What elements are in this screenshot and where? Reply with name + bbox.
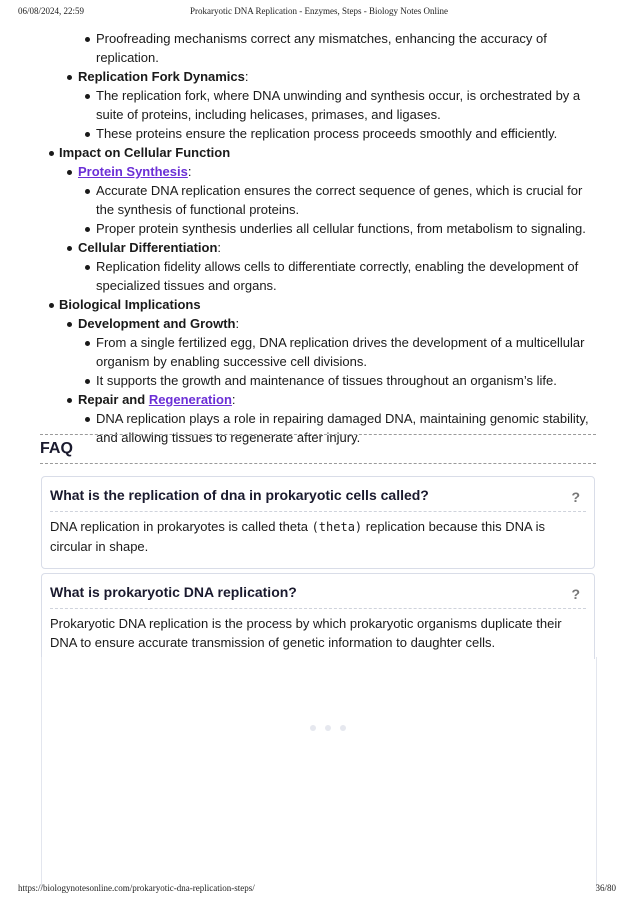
faq-divider — [40, 434, 596, 435]
faq-separator — [50, 511, 586, 512]
question-mark-icon[interactable]: ? — [571, 489, 580, 505]
loading-indicator-icon — [310, 725, 346, 731]
print-footer — [0, 883, 638, 897]
list-item — [40, 181, 600, 219]
faq-answer — [50, 517, 576, 556]
loading-dot — [310, 725, 316, 731]
faq-item[interactable] — [41, 573, 595, 659]
list-item-repair — [40, 390, 600, 409]
colon: : — [217, 240, 222, 255]
impact-title: Impact on Cellular Function — [59, 145, 231, 160]
protein-synthesis-link[interactable]: Protein Synthesis — [78, 164, 188, 179]
print-header — [0, 6, 638, 20]
bullet-icon — [85, 132, 90, 137]
list-item-text: From a single fertilized egg, DNA replication drives the development of a multicellular organism by enabling successive cell divisions. — [96, 335, 585, 369]
differentiation-title: Cellular Differentiation — [78, 240, 218, 255]
bullet-icon — [85, 189, 90, 194]
colon: : — [187, 164, 192, 179]
bullet-icon — [49, 303, 54, 308]
list-item — [40, 409, 600, 447]
faq-divider — [40, 463, 596, 464]
list-item — [40, 333, 600, 371]
regeneration-link[interactable]: Regeneration — [148, 392, 232, 407]
faq-placeholder — [41, 657, 597, 889]
list-item-text: Replication fidelity allows cells to differentiate correctly, enabling the development of specialized tissues and organs. — [96, 259, 579, 293]
print-datetime: 06/08/2024, 22:59 — [18, 6, 85, 16]
development-title: Development and Growth — [78, 316, 236, 331]
list-item-text: These proteins ensure the replication process proceeds smoothly and efficiently. — [96, 126, 558, 141]
loading-dot — [325, 725, 331, 731]
page-number: 36/80 — [595, 883, 616, 893]
question-mark-icon[interactable]: ? — [571, 586, 580, 602]
list-item — [40, 124, 600, 143]
list-item-text: Proper protein synthesis underlies all cellular functions, from metabolism to signaling. — [96, 221, 586, 236]
faq-answer: Prokaryotic DNA replication is the process by which prokaryotic organisms duplicate their DNA to ensure accurate transmission of genetic information to daughter cells. — [50, 616, 562, 650]
bullet-icon — [67, 322, 72, 327]
article-content — [40, 29, 600, 447]
biological-title: Biological Implications — [59, 297, 201, 312]
print-url: https://biologynotesonline.com/prokaryotic-dna-replication-steps/ — [18, 883, 255, 893]
repair-prefix: Repair and — [78, 392, 146, 407]
list-item-text: The replication fork, where DNA unwinding and synthesis occur, is orchestrated by a suite of proteins, including helicases, primases, and ligases. — [96, 88, 581, 122]
list-item — [40, 257, 600, 295]
loading-dot — [340, 725, 346, 731]
bullet-icon — [85, 227, 90, 232]
faq-heading: FAQ — [40, 440, 73, 457]
list-item-protein-synthesis — [40, 162, 600, 181]
theta-code: (theta) — [311, 520, 363, 534]
list-item — [40, 29, 600, 67]
faq-question[interactable]: What is prokaryotic DNA replication? — [50, 584, 297, 600]
list-item-text: Proofreading mechanisms correct any mismatches, enhancing the accuracy of replication. — [96, 31, 547, 65]
bullet-icon — [85, 265, 90, 270]
bullet-list — [40, 29, 600, 447]
colon: : — [244, 69, 249, 84]
list-item-text: Accurate DNA replication ensures the correct sequence of genes, which is crucial for the synthesis of functional proteins. — [96, 183, 583, 217]
bullet-icon — [85, 379, 90, 384]
bullet-icon — [85, 417, 90, 422]
list-item-impact — [40, 143, 600, 162]
print-page-title: Prokaryotic DNA Replication - Enzymes, Steps - Biology Notes Online — [190, 6, 448, 16]
bullet-icon — [85, 94, 90, 99]
bullet-icon — [67, 246, 72, 251]
faq-item[interactable] — [41, 476, 595, 569]
list-item — [40, 86, 600, 124]
list-item-development — [40, 314, 600, 333]
bullet-icon — [85, 37, 90, 42]
list-item-differentiation — [40, 238, 600, 257]
bullet-icon — [67, 75, 72, 80]
list-item — [40, 371, 600, 390]
faq-answer-text: replication because this DNA is circular in shape. — [50, 519, 545, 554]
colon: : — [231, 392, 236, 407]
list-item-fork-dynamics — [40, 67, 600, 86]
list-item — [40, 219, 600, 238]
list-item-biological — [40, 295, 600, 314]
fork-dynamics-title: Replication Fork Dynamics — [78, 69, 245, 84]
bullet-icon — [85, 341, 90, 346]
list-item-text: It supports the growth and maintenance of tissues throughout an organism’s life. — [96, 373, 557, 388]
list-item-text: DNA replication plays a role in repairing damaged DNA, maintaining genomic stability, and allowing tissues to regenerate after injury. — [96, 411, 589, 445]
bullet-icon — [67, 398, 72, 403]
faq-question[interactable]: What is the replication of dna in prokaryotic cells called? — [50, 487, 429, 503]
faq-answer-text: DNA replication in prokaryotes is called theta — [50, 519, 312, 534]
colon: : — [235, 316, 240, 331]
bullet-icon — [67, 170, 72, 175]
faq-separator — [50, 608, 586, 609]
bullet-icon — [49, 151, 54, 156]
